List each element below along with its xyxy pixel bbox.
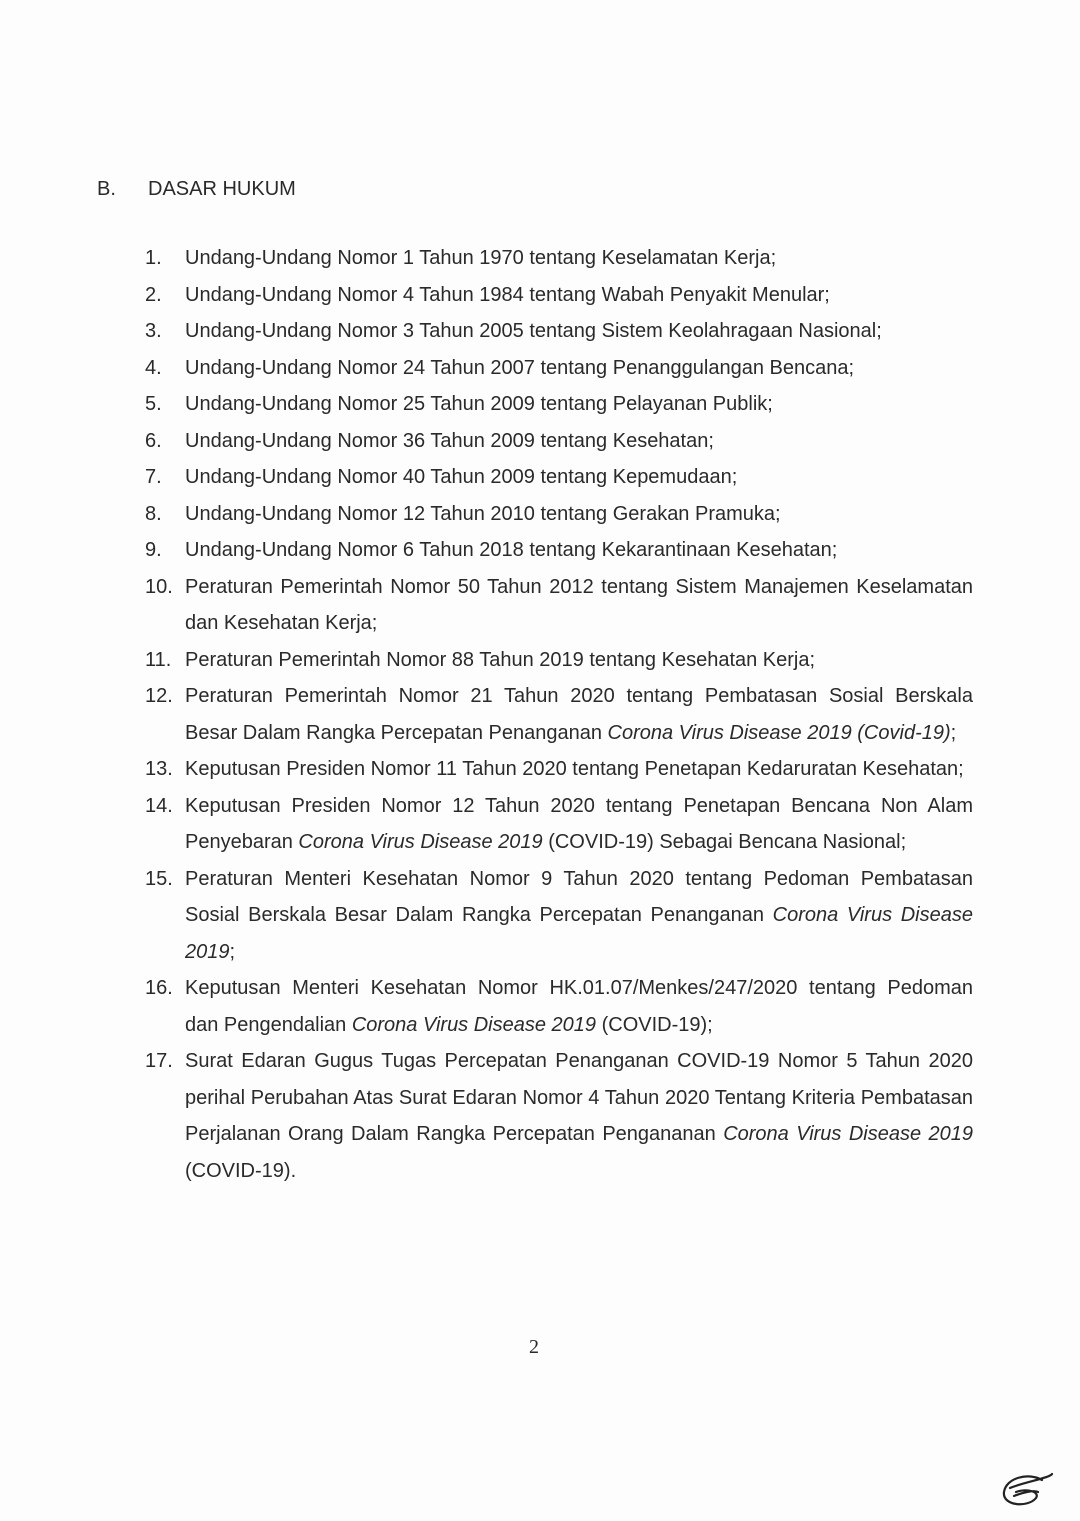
item-text bbox=[185, 970, 973, 1043]
item-text bbox=[185, 240, 973, 277]
item-number: 6. bbox=[145, 429, 162, 452]
item-text-segment: Undang-Undang Nomor 24 Tahun 2007 tentang Penanggulangan Bencana; bbox=[185, 356, 855, 379]
item-text-segment: Undang-Undang Nomor 4 Tahun 1984 tentang Wabah Penyakit Menular; bbox=[185, 283, 830, 306]
item-text bbox=[185, 496, 973, 533]
item-number: 5. bbox=[145, 393, 162, 415]
item-text-segment: (COVID-19). bbox=[185, 1159, 297, 1182]
item-number: 13. bbox=[145, 758, 173, 780]
legal-basis-item bbox=[145, 313, 973, 350]
item-number: 2. bbox=[145, 283, 162, 306]
section-heading bbox=[97, 178, 296, 201]
item-number: 8. bbox=[145, 502, 162, 525]
item-number: 11. bbox=[145, 648, 172, 671]
item-text-segment: (COVID-19); bbox=[596, 1013, 713, 1036]
legal-basis-item bbox=[145, 678, 973, 751]
legal-basis-item bbox=[145, 1043, 973, 1189]
initials-signature-icon bbox=[998, 1470, 1058, 1510]
item-number: 12. bbox=[145, 685, 173, 707]
item-text-segment: Undang-Undang Nomor 36 Tahun 2009 tentang Kesehatan; bbox=[185, 429, 714, 452]
item-number: 15. bbox=[145, 867, 173, 890]
item-text-segment: Keputusan Presiden Nomor 12 Tahun 2020 tentang Penetapan Bencana Non Alam Penyebaran bbox=[185, 794, 973, 853]
item-text-segment: Surat Edaran Gugus Tugas Percepatan Penanganan COVID-19 Nomor 5 Tahun 2020 perihal Perubahan Atas Surat Edaran Nomor 4 Tahun 2020 Tentang Kriteria Pembatasan Perjalanan Orang Dalam Rangka Percepatan Pengananan bbox=[185, 1050, 973, 1145]
legal-basis-item bbox=[145, 350, 973, 387]
legal-basis-item bbox=[145, 240, 973, 277]
item-number: 7. bbox=[145, 466, 162, 488]
legal-basis-item bbox=[145, 277, 973, 314]
item-number: 1. bbox=[145, 247, 162, 269]
item-text-segment: Undang-Undang Nomor 1 Tahun 1970 tentang Keselamatan Kerja; bbox=[185, 247, 777, 269]
item-text bbox=[185, 642, 973, 679]
item-text bbox=[185, 678, 973, 751]
legal-basis-list bbox=[145, 240, 973, 1189]
item-text-segment: Undang-Undang Nomor 12 Tahun 2010 tentang Gerakan Pramuka; bbox=[185, 502, 781, 525]
item-text-segment: Peraturan Pemerintah Nomor 50 Tahun 2012 tentang Sistem Manajemen Keselamatan dan Kesehatan Kerja; bbox=[185, 575, 973, 634]
legal-basis-item bbox=[145, 459, 973, 496]
item-number: 17. bbox=[145, 1050, 173, 1072]
item-text bbox=[185, 788, 973, 861]
legal-basis-item bbox=[145, 642, 973, 679]
item-text bbox=[185, 313, 973, 350]
item-number: 4. bbox=[145, 356, 162, 379]
item-text-segment: Undang-Undang Nomor 40 Tahun 2009 tentang Kepemudaan; bbox=[185, 466, 738, 488]
item-text-italic: Corona Virus Disease 2019 bbox=[185, 904, 973, 963]
item-number: 9. bbox=[145, 539, 162, 561]
item-number: 10. bbox=[145, 575, 173, 598]
item-number: 14. bbox=[145, 794, 173, 817]
item-text-segment: Undang-Undang Nomor 25 Tahun 2009 tentang Pelayanan Publik; bbox=[185, 393, 773, 415]
item-text bbox=[185, 277, 973, 314]
item-text-segment: Peraturan Pemerintah Nomor 21 Tahun 2020 tentang Pembatasan Sosial Berskala Besar Dalam Rangka Percepatan Penanganan bbox=[185, 685, 973, 744]
item-text bbox=[185, 350, 973, 387]
item-text-italic: Corona Virus Disease 2019 bbox=[351, 1013, 597, 1036]
legal-basis-item bbox=[145, 970, 973, 1043]
item-text-segment: Undang-Undang Nomor 3 Tahun 2005 tentang Sistem Keolahragaan Nasional; bbox=[185, 320, 882, 342]
legal-basis-item bbox=[145, 788, 973, 861]
item-text-segment: Peraturan Pemerintah Nomor 88 Tahun 2019 tentang Kesehatan Kerja; bbox=[185, 648, 816, 671]
page-number: 2 bbox=[529, 1336, 539, 1358]
item-text bbox=[185, 1043, 973, 1189]
section-title: DASAR HUKUM bbox=[148, 178, 296, 200]
legal-basis-item bbox=[145, 751, 973, 788]
item-text-segment: Undang-Undang Nomor 6 Tahun 2018 tentang Kekarantinaan Kesehatan; bbox=[185, 539, 838, 561]
item-text-italic: Corona Virus Disease 2019 bbox=[723, 1123, 974, 1145]
item-text-segment: Keputusan Menteri Kesehatan Nomor HK.01.07/Menkes/247/2020 tentang Pedoman dan Pengendalian bbox=[185, 977, 973, 1036]
item-text-segment: Peraturan Menteri Kesehatan Nomor 9 Tahun 2020 tentang Pedoman Pembatasan Sosial Berskala Besar Dalam Rangka Percepatan Penanganan bbox=[185, 867, 973, 926]
item-number: 3. bbox=[145, 320, 162, 342]
legal-basis-item bbox=[145, 386, 973, 423]
item-text bbox=[185, 532, 973, 569]
item-text-segment: (COVID-19) Sebagai Bencana Nasional; bbox=[542, 831, 907, 853]
item-number: 16. bbox=[145, 977, 173, 999]
item-text-italic: Corona Virus Disease 2019 bbox=[298, 831, 543, 853]
legal-basis-item bbox=[145, 532, 973, 569]
item-text-segment: ; bbox=[950, 721, 957, 744]
item-text-segment: Keputusan Presiden Nomor 11 Tahun 2020 tentang Penetapan Kedaruratan Kesehatan; bbox=[185, 758, 964, 780]
item-text bbox=[185, 751, 973, 788]
item-text bbox=[185, 459, 973, 496]
item-text bbox=[185, 386, 973, 423]
item-text-italic: Corona Virus Disease 2019 (Covid-19) bbox=[607, 721, 951, 744]
item-text bbox=[185, 423, 973, 460]
section-letter: B. bbox=[97, 178, 116, 200]
legal-basis-item bbox=[145, 569, 973, 642]
legal-basis-item bbox=[145, 496, 973, 533]
item-text bbox=[185, 861, 973, 971]
item-text bbox=[185, 569, 973, 642]
item-text-segment: ; bbox=[229, 940, 236, 963]
legal-basis-item bbox=[145, 861, 973, 971]
legal-basis-item bbox=[145, 423, 973, 460]
